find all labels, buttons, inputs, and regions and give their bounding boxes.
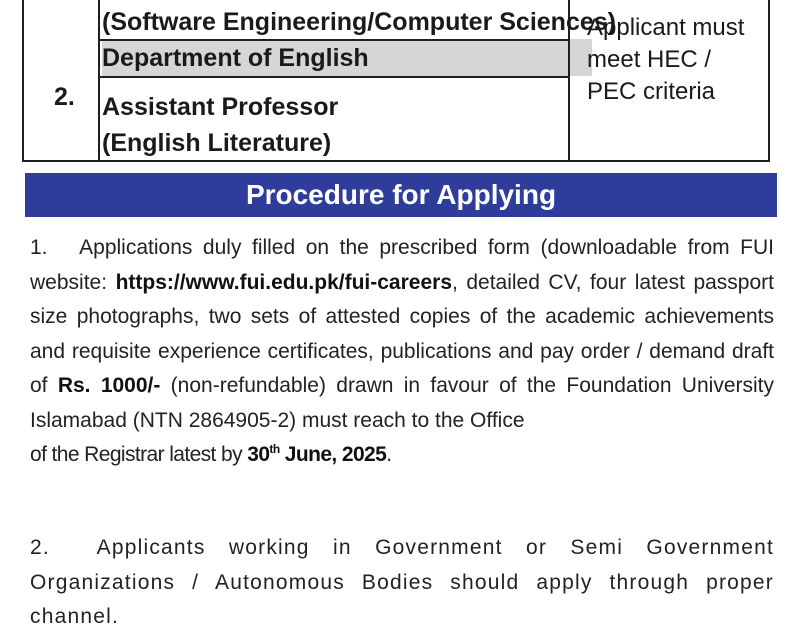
table-divider bbox=[98, 0, 100, 160]
item-1-text-c: (non-refundable) drawn in favour of the Foundation University Islamabad (NTN 2864905-2) must reach to the Office bbox=[30, 374, 774, 432]
item-1-number: 1. bbox=[30, 236, 48, 259]
row2-position-title: Assistant Professor bbox=[102, 93, 339, 121]
procedure-item-2 bbox=[30, 531, 774, 635]
item-1-text-d: of the Registrar latest by bbox=[30, 443, 248, 466]
table-divider bbox=[98, 76, 570, 78]
row2-department: Department of English bbox=[102, 44, 369, 72]
deadline-date: 30th June, 2025 bbox=[247, 442, 387, 466]
positions-table bbox=[22, 0, 770, 162]
row1-specialization: (Software Engineering/Computer Sciences) bbox=[102, 8, 616, 36]
careers-url-link[interactable]: https://www.fui.edu.pk/fui-careers bbox=[115, 270, 452, 294]
procedure-heading: Procedure for Applying bbox=[25, 173, 777, 217]
deadline-line: of the Registrar latest by 30th June, 2025. bbox=[30, 442, 392, 466]
item-2-number: 2. bbox=[30, 536, 50, 559]
eligibility-criteria: Applicant must meet HEC / PEC criteria bbox=[587, 14, 745, 105]
row2-specialization: (English Literature) bbox=[102, 129, 332, 157]
item-1-text-a: Applications duly filled on the prescribed form (downloadable from FUI website: bbox=[30, 236, 774, 294]
application-fee: Rs. 1000/- bbox=[57, 374, 161, 397]
procedure-item-1 bbox=[30, 231, 774, 473]
row2-serial-number: 2. bbox=[54, 83, 75, 111]
item-1-text-b: , detailed CV, four latest passport size photographs, two sets of attested copies of the academic achievements and requisite experience certificates, publications and pay order / demand draft of bbox=[30, 270, 774, 397]
item-2-text: Applicants working in Government or Semi Government Organizations / Autonomous Bodies should apply through proper channel. bbox=[30, 536, 774, 628]
